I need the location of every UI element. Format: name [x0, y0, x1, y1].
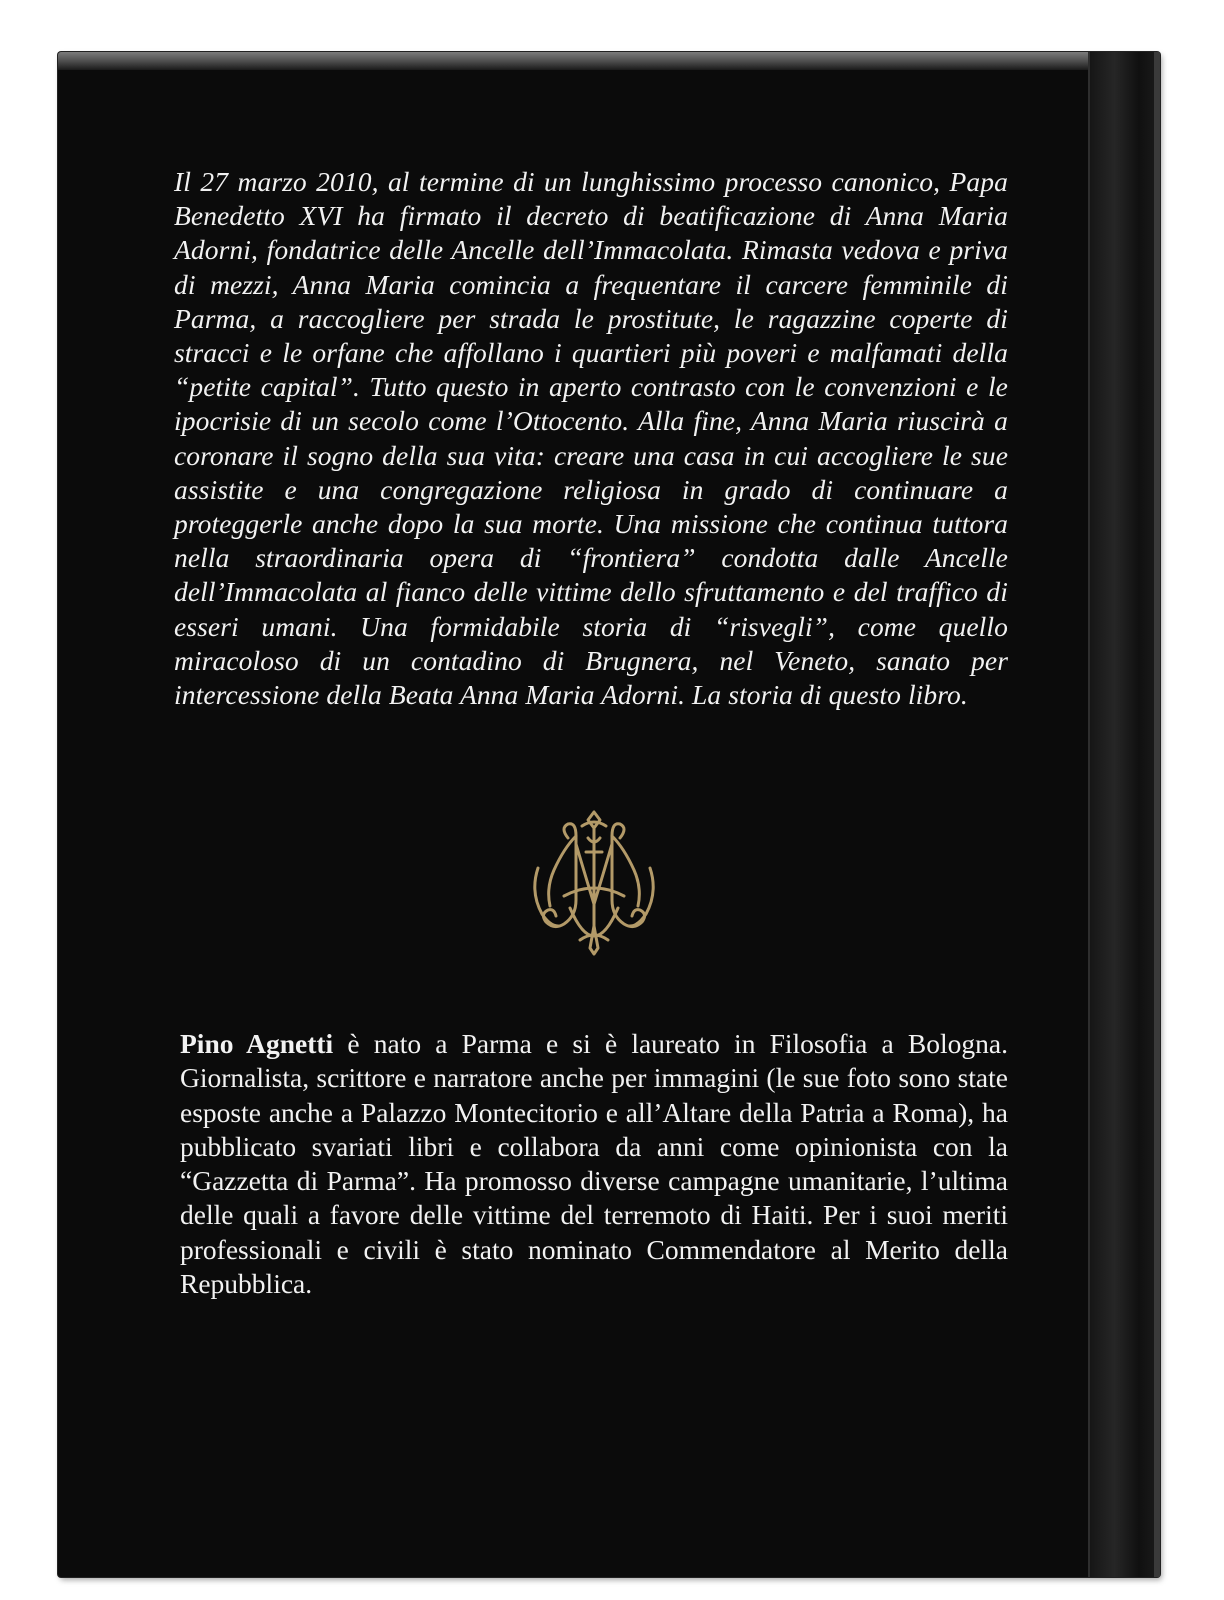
- author-bio-text: è nato a Parma e si è laureato in Filosofia a Bologna. Giornalista, scrittore e narratore anche per immagini (le sue foto sono state esposte anche a Palazzo Montecitorio e all’Altare della Patria a Roma), ha pubblicato svariati libri e collabora da anni come opinionista con la “Gazzetta di Parma”. Ha promosso diverse campagne umanitarie, l’ultima delle quali a favore delle vittime del terremoto di Haiti. Per i suoi meriti professionali e civili è stato nominato Commendatore al Merito della Repubblica.: [180, 1028, 1008, 1300]
- author-name: Pino Agnetti: [180, 1028, 334, 1059]
- marian-monogram-icon: [524, 808, 664, 958]
- spine-edge: [1154, 52, 1160, 1577]
- synopsis-paragraph: Il 27 marzo 2010, al termine di un lunghissimo processo canonico, Papa Benedetto XVI ha firmato il decreto di beatificazione di Anna Maria Adorni, fondatrice delle Ancelle dell’Immacolata. Rimasta vedova e priva di mezzi, Anna Maria comincia a frequentare il carcere femminile di Parma, a raccogliere per strada le prostitute, le ragazzine coperte di stracci e le orfane che affollano i quartieri più poveri e malfamati della “petite capital”. Tutto questo in aperto contrasto con le convenzioni e le ipocrisie di un secolo come l’Ottocento. Alla fine, Anna Maria riuscirà a coronare il sogno della sua vita: creare una casa in cui accogliere le sue assistite e una congregazione religiosa in grado di continuare a proteggerle anche dopo la sua morte. Una missione che continua tuttora nella straordinaria opera di “frontiera” condotta dalle Ancelle dell’Immacolata al fianco delle vittime dello sfruttamento e del traffico di esseri umani. Una formidabile storia di “risvegli”, come quello miracoloso di un contadino di Brugnera, nel Veneto, sanato per intercessione della Beata Anna Maria Adorni. La storia di questo libro.: [174, 166, 1008, 711]
- book-spine: [1088, 52, 1160, 1577]
- cover-top-edge: [58, 52, 1098, 70]
- author-bio-paragraph: [180, 1027, 1008, 1301]
